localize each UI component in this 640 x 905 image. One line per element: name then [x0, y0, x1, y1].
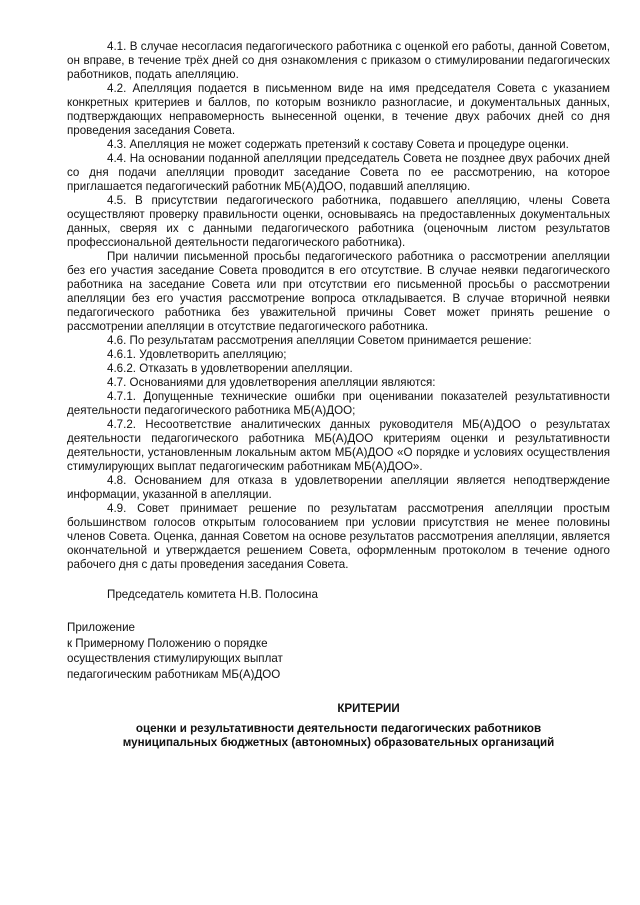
appendix-line: к Примерному Положению о порядке — [67, 636, 268, 650]
paragraph-4-7-1: 4.7.1. Допущенные технические ошибки при оценивании показателей результативности деятельности педагогического работника МБ(А)ДОО; — [67, 390, 610, 417]
appeal-section — [67, 40, 610, 572]
signature-line: Председатель комитета Н.В. Полосина — [107, 588, 318, 601]
paragraph-4-7: 4.7. Основаниями для удовлетворения апелляции являются: — [107, 376, 436, 389]
paragraph-4-9: 4.9. Совет принимает решение по результатам рассмотрения апелляции простым большинством голосов открытым голосованием при условии присутствия не менее половины членов Совета. Оценка, данная Советом на основе результатов рассмотрения апелляции, является окончательной и утверждается решением Совета, оформленным протоколом в течение одного рабочего дня с даты проведения заседания Совета. — [67, 502, 610, 571]
paragraph-4-3: 4.3. Апелляция не может содержать претензий к составу Совета и процедуре оценки. — [107, 138, 569, 151]
appendix-line: Приложение — [67, 621, 136, 634]
paragraph-4-5: 4.5. В присутствии педагогического работника, подавшего апелляцию, члены Совета осуществляют проверку правильности оценки, основываясь на предоставленных документальных данных, сверяя их с данными педагогического работника (оценочным листом результатов профессиональной деятельности педагогического работника). — [67, 194, 610, 249]
appendix-note — [67, 620, 610, 682]
paragraph-4-1: 4.1. В случае несогласия педагогического работника с оценкой его работы, данной Советом, он вправе, в течение трёх дней со дня ознакомления с приказом о стимулировании педагогических работников, подать апелляцию. — [67, 40, 610, 81]
criteria-subtitle: муниципальных бюджетных (автономных) образовательных организаций — [122, 736, 555, 749]
paragraph-4-6-2: 4.6.2. Отказать в удовлетворении апелляции. — [107, 362, 353, 375]
paragraph-4-6: 4.6. По результатам рассмотрения апелляции Советом принимается решение: — [107, 334, 532, 347]
paragraph-4-4: 4.4. На основании поданной апелляции председатель Совета не позднее двух рабочих дней со дня подачи апелляции проводит заседание Совета по ее рассмотрению, на которое приглашается педагогический работник МБ(А)ДОО, подавший апелляцию. — [67, 152, 610, 193]
criteria-subtitle: оценки и результативности деятельности педагогических работников — [135, 722, 542, 735]
paragraph-4-6-1: 4.6.1. Удовлетворить апелляцию; — [107, 348, 287, 361]
paragraph-4-2: 4.2. Апелляция подается в письменном виде на имя председателя Совета с указанием конкретных критериев и баллов, по которым возникло разногласие, и документальных данных, подтверждающих неправомерность вынесенной оценки, в течение двух рабочих дней со дня проведения заседания Совета. — [67, 82, 610, 137]
appendix-line: педагогическим работникам МБ(А)ДОО — [67, 667, 281, 681]
criteria-heading — [67, 702, 610, 750]
document-page — [67, 40, 610, 750]
paragraph-4-8: 4.8. Основанием для отказа в удовлетворении апелляции является неподтверждение информации, указанной в апелляции. — [67, 474, 610, 501]
criteria-title: КРИТЕРИИ — [337, 702, 400, 715]
appendix-line: осуществления стимулирующих выплат — [67, 652, 283, 665]
paragraph-4-7-2: 4.7.2. Несоответствие аналитических данных руководителя МБ(А)ДОО о результатах деятельности педагогического работника МБ(А)ДОО критериям оценки и результативности деятельности, установленным локальным актом МБ(А)ДОО «О порядке и условиях осуществления стимулирующих выплат педагогическим работникам МБ(А)ДОО». — [67, 418, 610, 473]
paragraph-absence: При наличии письменной просьбы педагогического работника о рассмотрении апелляции без его участия заседание Совета проводится в его отсутствие. В случае неявки педагогического работника на заседание Совета или при отсутствии его письменной просьбы о рассмотрении апелляции без его участия рассмотрение вопроса откладывается. В случае вторичной неявки педагогического работника без уважительной причины Совет может принять решение о рассмотрении апелляции в отсутствие педагогического работника. — [67, 250, 610, 333]
